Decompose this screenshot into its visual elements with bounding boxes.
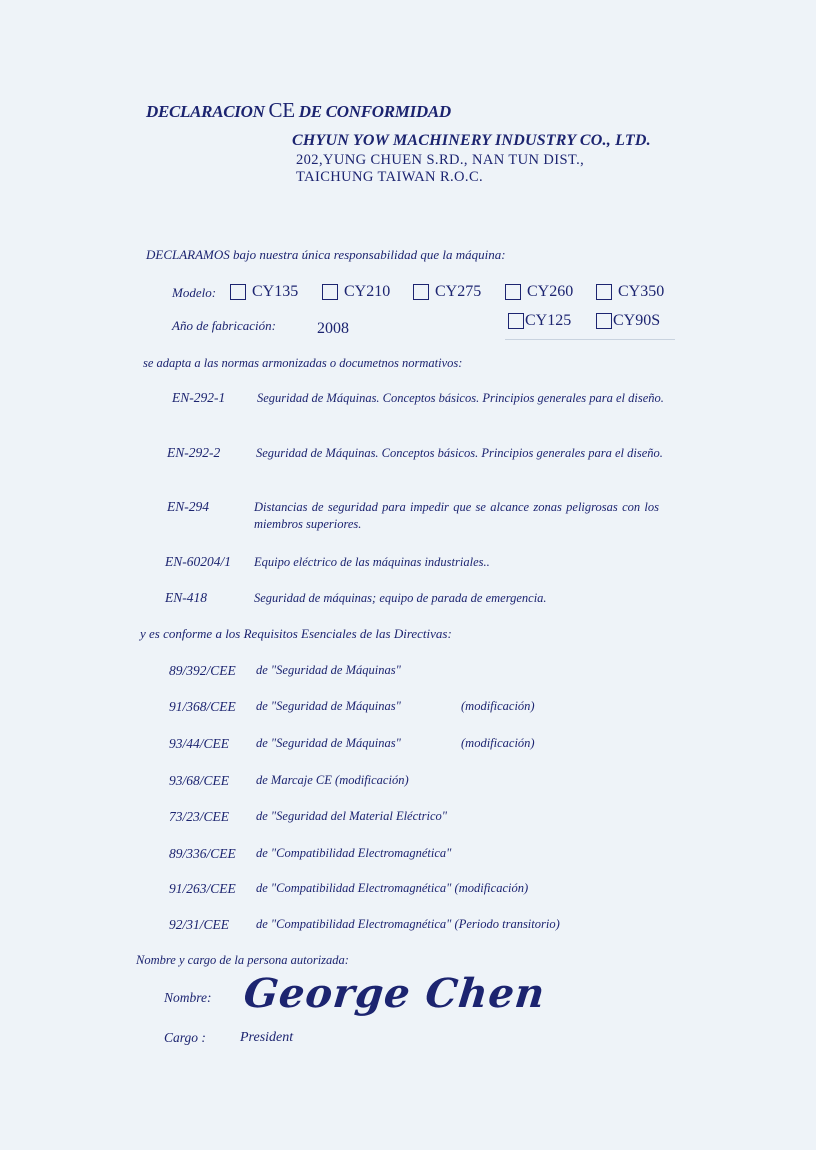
standard-code: EN-292-1	[172, 390, 226, 405]
checkbox[interactable]	[596, 313, 612, 329]
standards-intro: se adapta a las normas armonizadas o documetnos normativos:	[143, 356, 463, 370]
model-option-cy90s[interactable]	[596, 312, 660, 330]
divider	[505, 339, 675, 340]
standard-code: EN-60204/1	[165, 554, 231, 569]
position-value: President	[240, 1030, 294, 1045]
checkbox[interactable]	[413, 284, 429, 300]
document-title	[146, 98, 451, 123]
model-label-text: CY260	[527, 283, 574, 300]
directive-text: de "Seguridad del Material Eléctrico"	[256, 809, 448, 823]
declaration-intro: DECLARAMOS bajo nuestra única responsabilidad que la máquina:	[146, 247, 506, 262]
directive-code: 89/392/CEE	[169, 663, 236, 678]
standard-description: Seguridad de Máquinas. Conceptos básicos. Principios generales para el diseño.	[256, 446, 663, 460]
model-label-text: CY210	[344, 283, 391, 300]
checkbox[interactable]	[322, 284, 338, 300]
model-label-text: CY135	[252, 283, 299, 300]
model-option-cy125[interactable]	[508, 312, 571, 330]
directive-text: de Marcaje CE (modificación)	[256, 773, 409, 787]
directive-text: de "Compatibilidad Electromagnética" (modificación)	[256, 881, 529, 895]
model-option-cy275[interactable]	[413, 283, 481, 301]
directive-code: 93/68/CEE	[169, 773, 229, 788]
model-label: Modelo:	[172, 285, 217, 300]
company-name: CHYUN YOW MACHINERY INDUSTRY CO., LTD.	[292, 132, 651, 149]
address-line-2: TAICHUNG TAIWAN R.O.C.	[296, 169, 484, 185]
directive-text: de "Seguridad de Máquinas"	[256, 699, 401, 713]
position-label: Cargo :	[164, 1030, 206, 1045]
standard-code: EN-292-2	[167, 445, 221, 460]
title-suffix: DE CONFORMIDAD	[298, 102, 451, 121]
standard-description: Seguridad de Máquinas. Conceptos básicos. Principios generales para el diseño.	[257, 391, 664, 405]
standard-description: Equipo eléctrico de las máquinas industriales..	[254, 555, 490, 569]
authorized-intro: Nombre y cargo de la persona autorizada:	[136, 953, 349, 967]
directive-text: de "Seguridad de Máquinas"	[256, 663, 401, 677]
checkbox[interactable]	[505, 284, 521, 300]
checkbox[interactable]	[596, 284, 612, 300]
directive-code: 89/336/CEE	[169, 846, 236, 861]
model-label-text: CY275	[435, 283, 482, 300]
directive-code: 91/263/CEE	[169, 881, 236, 896]
directive-code: 73/23/CEE	[169, 809, 229, 824]
directive-text: de "Compatibilidad Electromagnética"	[256, 846, 452, 860]
model-label-text: CY125	[525, 312, 572, 329]
signature-name: George Chen	[241, 970, 548, 1017]
directives-intro: y es conforme a los Requisitos Esenciales de las Directivas:	[140, 626, 452, 641]
directive-code: 93/44/CEE	[169, 736, 229, 751]
model-option-cy210[interactable]	[322, 283, 390, 301]
model-option-cy260[interactable]	[505, 283, 573, 301]
address-line-1: 202,YUNG CHUEN S.RD., NAN TUN DIST.,	[296, 152, 585, 168]
directive-note: (modificación)	[461, 736, 535, 750]
model-option-cy350[interactable]	[596, 283, 664, 301]
model-label-text: CY90S	[613, 312, 661, 329]
year-value: 2008	[317, 320, 349, 337]
directive-text: de "Compatibilidad Electromagnética" (Periodo transitorio)	[256, 917, 560, 931]
name-label: Nombre:	[164, 990, 212, 1005]
title-ce: CE	[268, 98, 295, 122]
standard-description: Seguridad de máquinas; equipo de parada de emergencia.	[254, 591, 547, 605]
standard-description: Distancias de seguridad para impedir que se alcance zonas peligrosas con los miembros superiores.	[254, 500, 659, 531]
checkbox[interactable]	[230, 284, 246, 300]
directive-code: 91/368/CEE	[169, 699, 236, 714]
standard-code: EN-294	[167, 499, 209, 514]
year-label: Año de fabricación:	[172, 318, 276, 333]
standard-code: EN-418	[165, 590, 207, 605]
model-option-cy135[interactable]	[230, 283, 298, 301]
checkbox[interactable]	[508, 313, 524, 329]
directive-code: 92/31/CEE	[169, 917, 229, 932]
model-label-text: CY350	[618, 283, 665, 300]
directive-note: (modificación)	[461, 699, 535, 713]
title-prefix: DECLARACION	[146, 102, 265, 121]
directive-text: de "Seguridad de Máquinas"	[256, 736, 401, 750]
